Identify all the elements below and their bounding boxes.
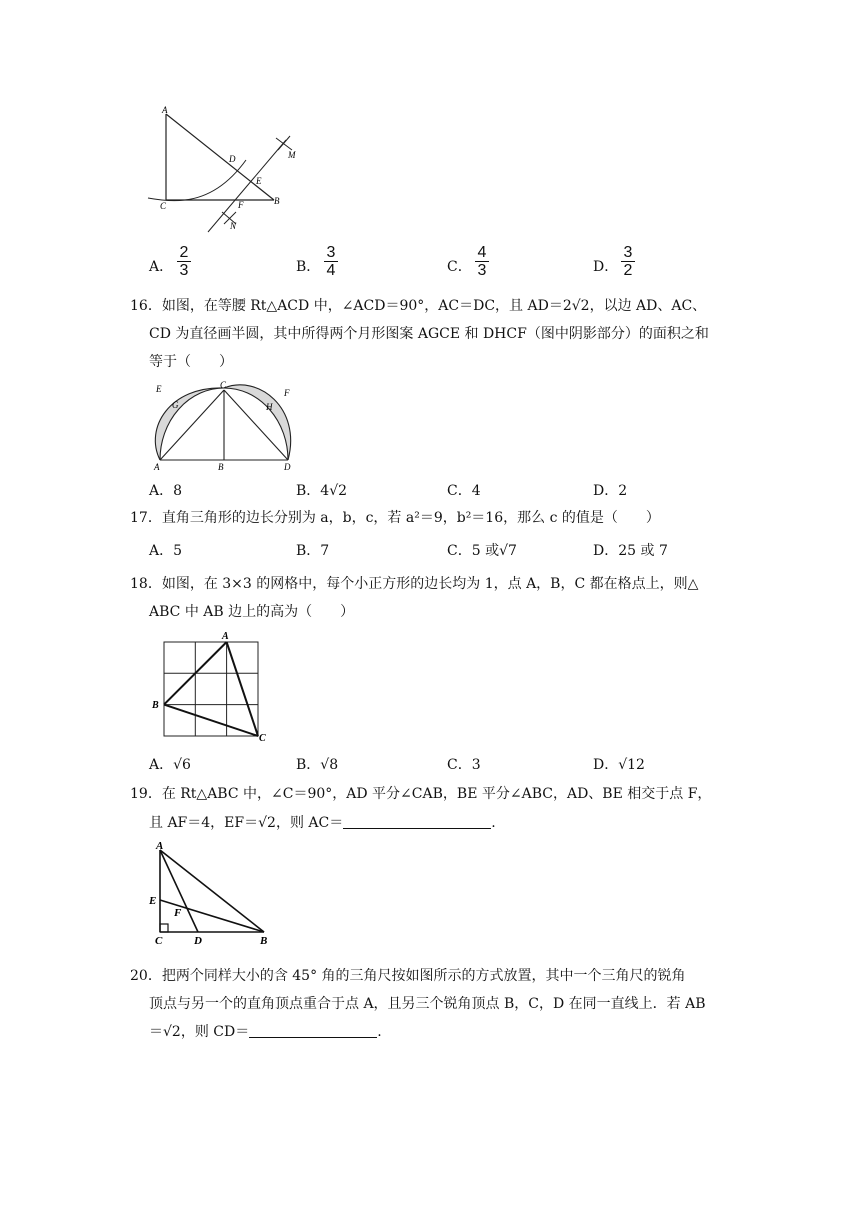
- q18-label-a: A: [222, 631, 229, 642]
- q19-stem-line2: [149, 813, 496, 833]
- q16-option-a[interactable]: A．8: [149, 483, 183, 499]
- q17-option-b[interactable]: B．7: [296, 543, 330, 559]
- q16-label-d: D: [284, 462, 291, 472]
- q19-period: .: [491, 815, 496, 831]
- q19-label-a: A: [156, 840, 164, 852]
- q16-option-d[interactable]: D．2: [593, 483, 628, 499]
- q18-label-c: C: [259, 733, 266, 744]
- q18-figure: [148, 628, 278, 744]
- q20-stem-line2: 顶点与另一个的直角顶点重合于点 A，且另三个锐角顶点 B，C，D 在同一直线上．若 AB: [149, 996, 706, 1012]
- q18-label-b: B: [152, 700, 159, 711]
- q19-answer-blank[interactable]: [343, 814, 491, 829]
- q16-label-e: E: [156, 384, 162, 394]
- option-letter: B．: [296, 259, 321, 275]
- q18-option-b[interactable]: B．√8: [296, 757, 339, 773]
- q17-stem-line1: 17．直角三角形的边长分别为 a，b，c，若 a²＝9，b²＝16，那么 c 的值是（ ）: [130, 510, 660, 526]
- numerator: 2: [177, 244, 191, 262]
- q17-option-d[interactable]: D．25 或 7: [593, 543, 668, 559]
- fraction: [324, 244, 338, 279]
- q15-label-b: B: [274, 196, 280, 206]
- fraction: [621, 244, 635, 279]
- q20-stem-line1: 20．把两个同样大小的含 45° 角的三角尺按如图所示的方式放置，其中一个三角尺的锐角: [130, 968, 686, 984]
- q15-label-d: D: [229, 154, 236, 164]
- numerator: 3: [324, 244, 338, 262]
- q16-option-b[interactable]: B．4√2: [296, 483, 348, 499]
- q15-label-c: C: [160, 201, 167, 211]
- q17-option-c[interactable]: C．5 或√7: [447, 543, 517, 559]
- q15-figure: [140, 100, 310, 240]
- q16-label-h: H: [266, 402, 273, 412]
- q19-label-e: E: [149, 895, 157, 907]
- q19-label-d: D: [194, 935, 202, 947]
- q16-stem-line3: 等于（ ）: [149, 354, 233, 370]
- q19-label-c: C: [155, 935, 163, 947]
- numerator: 4: [475, 244, 489, 262]
- option-letter: A．: [149, 259, 174, 275]
- q17-option-a[interactable]: A．5: [149, 543, 183, 559]
- denominator: 2: [623, 262, 633, 279]
- q16-label-b: B: [218, 462, 224, 472]
- q19-figure: [146, 838, 276, 948]
- q15-label-n: N: [230, 221, 237, 231]
- q16-stem-line2: CD 为直径画半圆，其中所得两个月形图案 AGCE 和 DHCF（图中阴影部分）的面积之和: [149, 326, 709, 342]
- denominator: 3: [179, 262, 189, 279]
- q20-answer-blank[interactable]: [249, 1023, 377, 1038]
- q19-label-b: B: [260, 935, 268, 947]
- fraction: [177, 244, 191, 279]
- q16-option-c[interactable]: C．4: [447, 483, 481, 499]
- q16-label-a: A: [154, 462, 160, 472]
- q18-option-c[interactable]: C．3: [447, 757, 481, 773]
- fraction: [475, 244, 489, 279]
- q18-stem-line1: 18．如图，在 3×3 的网格中，每个小正方形的边长均为 1，点 A，B，C 都在格点上，则△: [130, 576, 699, 592]
- q18-stem-line2: ABC 中 AB 边上的高为（ ）: [149, 604, 355, 620]
- q16-stem-line1: 16．如图，在等腰 Rt△ACD 中，∠ACD＝90°，AC＝DC，且 AD＝2√2，以边 AD、AC、: [130, 298, 707, 314]
- option-letter: D．: [593, 259, 619, 275]
- q16-figure: [140, 378, 310, 473]
- q18-option-d[interactable]: D．√12: [593, 757, 645, 773]
- q15-label-f: F: [238, 200, 244, 210]
- q15-label-a: A: [162, 105, 168, 115]
- q20-period: .: [377, 1024, 382, 1040]
- q19-stem-text: 且 AF＝4，EF＝√2，则 AC＝: [149, 815, 344, 831]
- q16-label-c: C: [220, 380, 227, 390]
- option-letter: C．: [447, 259, 472, 275]
- q20-stem-text: ＝√2，则 CD＝: [149, 1024, 250, 1040]
- q16-label-g: G: [172, 400, 179, 410]
- q19-stem-line1: 19．在 Rt△ABC 中，∠C＝90°，AD 平分∠CAB，BE 平分∠ABC，AD、BE 相交于点 F，: [130, 786, 712, 802]
- q19-label-f: F: [174, 907, 182, 919]
- q15-label-e: E: [256, 176, 262, 186]
- q15-label-m: M: [288, 150, 296, 160]
- q18-option-a[interactable]: A．√6: [149, 757, 191, 773]
- denominator: 3: [477, 262, 487, 279]
- q20-stem-line3: [149, 1022, 382, 1042]
- q16-label-f: F: [284, 388, 290, 398]
- numerator: 3: [621, 244, 635, 262]
- denominator: 4: [326, 262, 336, 279]
